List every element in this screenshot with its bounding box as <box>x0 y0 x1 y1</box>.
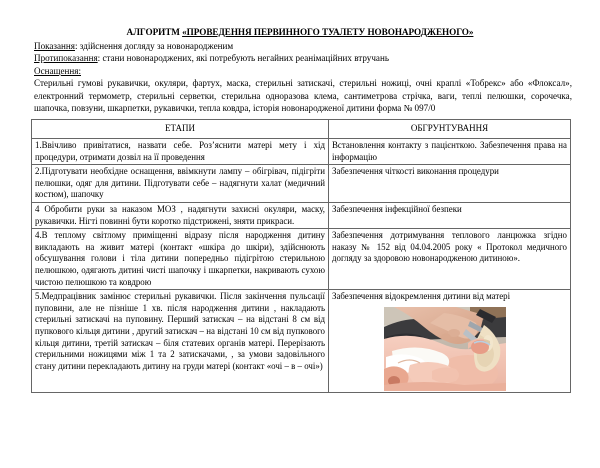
table-row <box>32 290 571 393</box>
contraindications-label: Протипоказання <box>34 53 98 64</box>
stage-text-part1: 5.Медпрацівник замінює стерильні рукавички. Після закінчення пульсації пуповини, але не пізніше 1 хв. після народження дитини , накладають стерильні затискачі на пуповину. Перший затискач – на відстані 8 см від пупкового кільця дитини , другий затискач – на відстані 10 см від пупкового кільця дитини, третій затискач – біля статевих <box>35 291 325 348</box>
table-row <box>32 165 571 203</box>
equipment-text: Стерильні гумові рукавички, окуляри, фартух, маска, стерильні затискачі, стерильні ножиці, очні краплі «Тобрекс» або «Флоксал», електронний термометр, стерильні серветки, стерильна одноразова клема, сантиметрова стрічка, ваги, теплі пелюшки, сорочечка, шапочка, повзуни, шкарпетки, рукавички, тепла ковдра, історія новонародженої дитини форма № 097/0 <box>34 78 572 114</box>
rationale-cell: Забезпечення дотримування теплового ланцюжка згідно наказу № 152 від 04.04.2005 року « Протокол медичного догляду за здоровою новонародженою дитиною». <box>329 229 571 290</box>
table-row <box>32 139 571 165</box>
rationale-cell: Забезпечення інфекційної безпеки <box>329 203 571 229</box>
rationale-cell <box>329 290 571 393</box>
indications-label: Показання <box>34 41 75 51</box>
stage-cell: 1.Ввічливо привітатися, назвати себе. Роз’яснити матері мету і хід процедури, отримати дозвіл на її проведення <box>32 139 329 165</box>
column-header-rationale: ОБГРУНТУВАННЯ <box>329 120 571 139</box>
rationale-cell: Забезпечення чіткості виконання процедури <box>329 165 571 203</box>
rationale-cell: Встановлення контакту з пацієнткою. Забезпечення права на інформацію <box>329 139 571 165</box>
page-title-quoted: «ПРОВЕДЕННЯ ПЕРВИННОГО ТУАЛЕТУ НОВОНАРОДЖЕНОГО» <box>182 27 474 37</box>
indications-value: : здійснення догляду за новонародженим <box>74 41 234 51</box>
document-page <box>0 26 600 468</box>
equipment-label: Оснащення: <box>34 65 81 76</box>
contraindications-line <box>34 52 584 64</box>
column-header-stages: ЕТАПИ <box>32 120 329 139</box>
page-title-prefix: АЛГОРИТМ <box>126 27 183 37</box>
stage-cell <box>32 290 329 393</box>
stage-cell: 4.В теплому світлому приміщенні відразу після народження дитину викладають на живит матері (контакт «шкіра до шкіри), здійснюють обсушування голови і тіла дитини попередньо підігрітою стерильною пелюшкою, одягають дитині чисті шапочку і шкарпетки, накривають сухою чистою пелюшкою та ковдрою <box>32 229 329 290</box>
table-row <box>32 229 571 290</box>
indications-line <box>34 40 584 52</box>
photo-container <box>384 307 567 391</box>
table-row <box>32 203 571 229</box>
stage-cell: 2.Підготувати необхідне оснащення, ввімкнути лампу – обігрівач, підігріти пелюшки, одяг для дитини. Підготувати себе – надягнути халат (медичний костюм), шапочку <box>32 165 329 203</box>
algorithm-table <box>31 119 571 392</box>
stage-cell: 4 Обробити руки за наказом МОЗ , надягнути захисні окуляри, маску, рукавички. Нігті повинні бути коротко підстрижені, зняти прикраси. <box>32 203 329 229</box>
contraindications-value: : стани новонароджених, які потребують негайних реанімаційних втручань <box>97 53 389 64</box>
newborn-umbilical-cord-clamping-photo <box>384 307 506 391</box>
equipment-heading <box>34 65 584 77</box>
table-header-row <box>32 120 571 139</box>
stage-text-part2: органів матері. Перерізають стерильними ножицями між 1 та 2 затискачами, , за умови задовільного стану дитини перекладають дитину на груди матері (контакт «очі – в – очі») <box>35 337 326 371</box>
rationale-text: Забезпечення відокремлення дитини від матері <box>332 291 511 302</box>
page-title <box>12 26 588 38</box>
